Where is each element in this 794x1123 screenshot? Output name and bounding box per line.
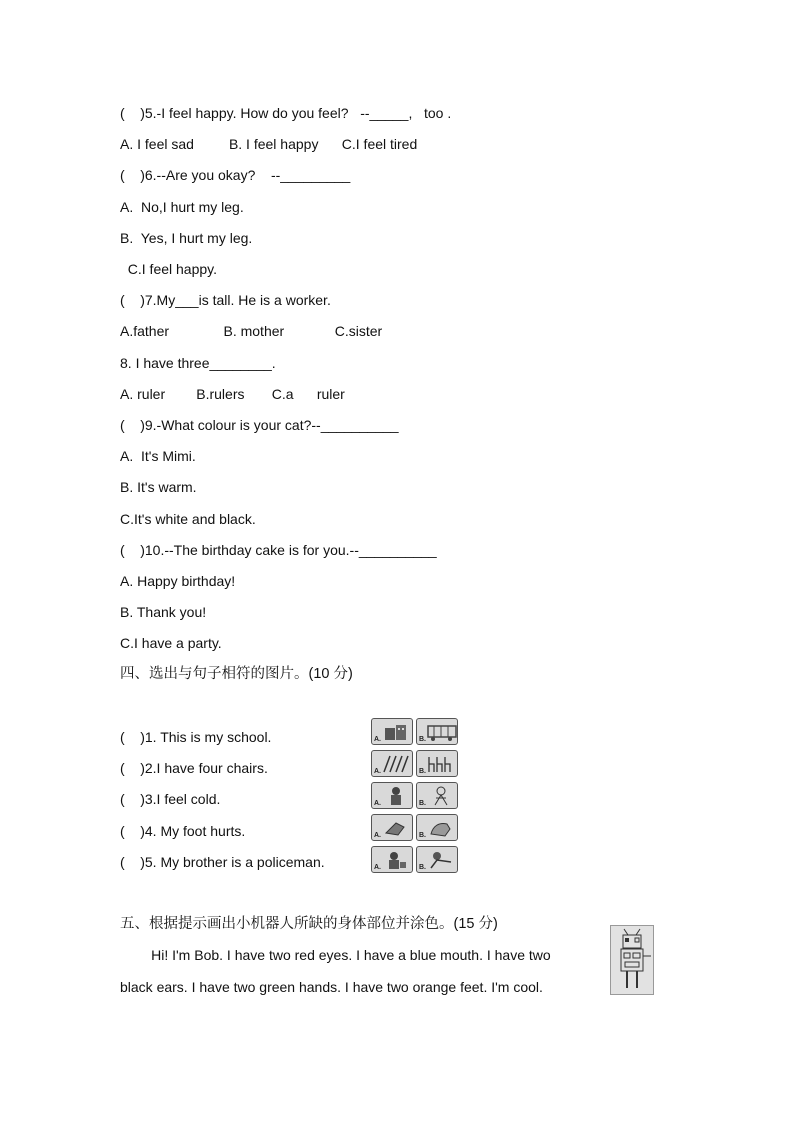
label-b: B. <box>419 832 426 839</box>
question-8-options: A. ruler B.rulers C.a ruler <box>120 386 345 402</box>
picture-4a <box>371 814 413 841</box>
section-5-heading: 五、根据提示画出小机器人所缺的身体部位并涂色。(15 分) <box>120 916 498 932</box>
picture-question-4: ( )4. My foot hurts. <box>120 823 246 839</box>
question-7: ( )7.My___is tall. He is a worker. <box>120 292 331 308</box>
foot-icon <box>382 818 410 838</box>
label-b: B. <box>419 736 426 743</box>
policeman-icon <box>382 850 410 870</box>
chairs-icon <box>427 754 457 774</box>
question-10-option-b: B. Thank you! <box>120 604 207 620</box>
label-b: B. <box>419 800 426 807</box>
question-9: ( )9.-What colour is your cat?--__________ <box>120 417 399 433</box>
section-4-heading: 四、选出与句子相符的图片。(10 分) <box>120 666 353 682</box>
question-7-options: A.father B. mother C.sister <box>120 323 383 339</box>
person-icon <box>427 786 455 806</box>
picture-4b <box>416 814 458 841</box>
worker-icon <box>427 850 457 870</box>
label-a: A. <box>374 736 381 743</box>
picture-question-1: ( )1. This is my school. <box>120 729 272 745</box>
picture-question-5: ( )5. My brother is a policeman. <box>120 854 325 870</box>
picture-5a <box>371 846 413 873</box>
picture-3b <box>416 782 458 809</box>
picture-5b <box>416 846 458 873</box>
section-5-paragraph-line-1: Hi! I'm Bob. I have two red eyes. I have a blue mouth. I have two <box>120 947 551 963</box>
robot-icon <box>611 926 653 994</box>
question-9-option-c: C.It's white and black. <box>120 511 256 527</box>
label-b: B. <box>419 864 426 871</box>
sticks-icon <box>382 754 412 774</box>
picture-2a <box>371 750 413 777</box>
question-8: 8. I have three________. <box>120 355 276 371</box>
question-6-option-c: C.I feel happy. <box>120 261 218 277</box>
question-10-option-a: A. Happy birthday! <box>120 573 236 589</box>
question-9-option-a: A. It's Mimi. <box>120 448 196 464</box>
question-6: ( )6.--Are you okay? --_________ <box>120 167 351 183</box>
question-5: ( )5.-I feel happy. How do you feel? --_____, too . <box>120 105 452 121</box>
picture-1b <box>416 718 458 745</box>
building-icon <box>382 722 410 742</box>
picture-3a <box>371 782 413 809</box>
robot-picture <box>610 925 654 995</box>
question-5-options: A. I feel sad B. I feel happy C.I feel tired <box>120 136 418 152</box>
picture-1a <box>371 718 413 745</box>
label-a: A. <box>374 768 381 775</box>
label-a: A. <box>374 800 381 807</box>
cold-person-icon <box>382 786 410 806</box>
bus-icon <box>427 722 457 742</box>
hand-icon <box>427 818 455 838</box>
picture-question-2: ( )2.I have four chairs. <box>120 760 268 776</box>
section-5-paragraph-line-2: black ears. I have two green hands. I have two orange feet. I'm cool. <box>120 979 543 995</box>
picture-2b <box>416 750 458 777</box>
question-10: ( )10.--The birthday cake is for you.--__________ <box>120 542 437 558</box>
picture-question-3: ( )3.I feel cold. <box>120 791 221 807</box>
question-6-option-b: B. Yes, I hurt my leg. <box>120 230 253 246</box>
label-b: B. <box>419 768 426 775</box>
question-6-option-a: A. No,I hurt my leg. <box>120 199 244 215</box>
question-10-option-c: C.I have a party. <box>120 635 222 651</box>
label-a: A. <box>374 832 381 839</box>
label-a: A. <box>374 864 381 871</box>
question-9-option-b: B. It's warm. <box>120 479 197 495</box>
